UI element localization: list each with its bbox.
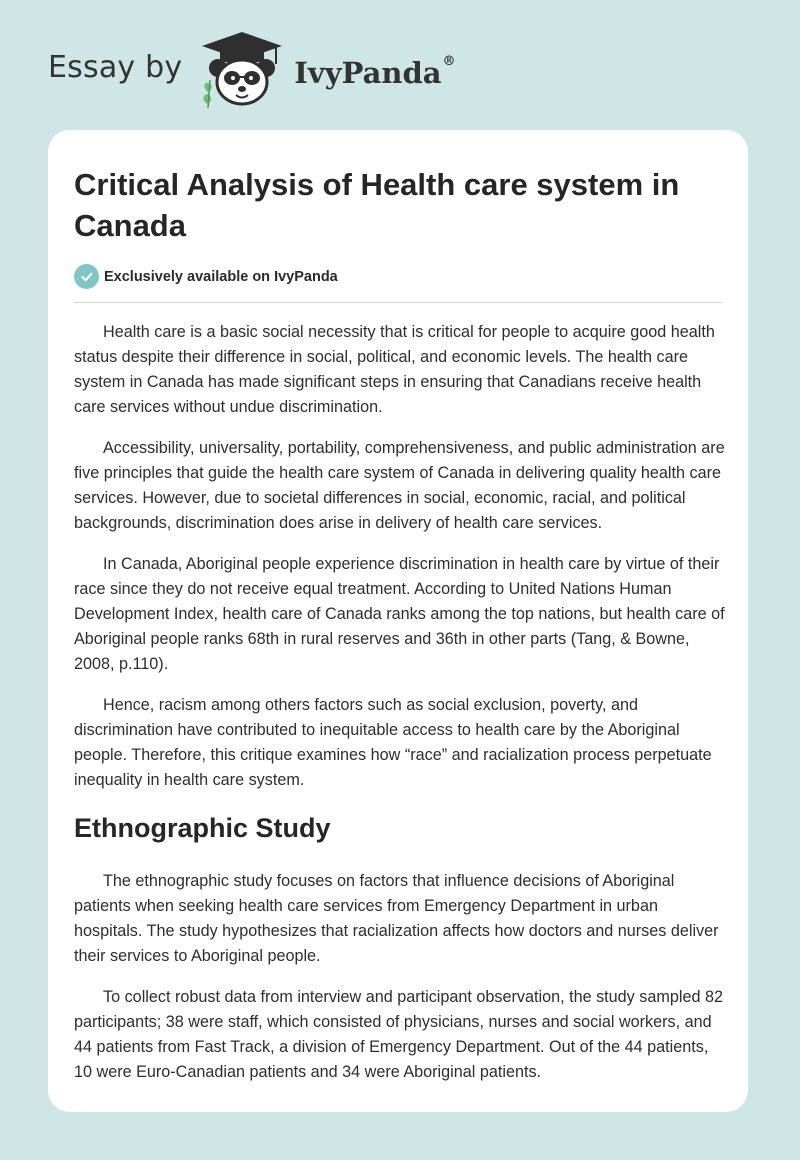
site-header <box>48 30 548 110</box>
exclusive-badge <box>74 264 338 289</box>
divider <box>74 302 722 303</box>
paragraph: In Canada, Aboriginal people experience discrimination in health care by virtue of their race since they do not receive equal treatment. According to United Nations Human Development Index, health care of Canada ranks among the top nations, but health care of Aboriginal people ranks 68th in rural reserves and 36th in other parts (Tang, & Bowne, 2008, p.110). <box>74 555 725 673</box>
panda-logo-icon <box>196 28 288 110</box>
paragraph: To collect robust data from interview and participant observation, the study sampled 82 participants; 38 were staff, which consisted of physicians, nurses and social workers, and 44 patients from Fast Track, a division of Emergency Department. Out of the 44 patients, 10 were Euro-Canadian patients and 34 were Aboriginal patients. <box>74 988 723 1081</box>
essay-card <box>48 130 748 1112</box>
paragraph: Accessibility, universality, portability, comprehensiveness, and public administration are five principles that guide the health care system of Canada in delivering quality health care services. However, due to societal differences in social, economic, racial, and political backgrounds, discrimination does arise in delivery of health care services. <box>74 439 725 532</box>
brand-name: IvyPanda® <box>294 54 456 90</box>
exclusive-badge-label: Exclusively available on IvyPanda <box>104 268 338 285</box>
check-icon <box>74 264 99 289</box>
registered-mark: ® <box>442 54 456 69</box>
page-title: Critical Analysis of Health care system in Canada <box>74 167 680 243</box>
essay-by-label: Essay by <box>48 49 183 85</box>
paragraph: Hence, racism among others factors such as social exclusion, poverty, and discrimination have contributed to inequitable access to health care by the Aboriginal people. Therefore, this critique examines how “race” and racialization process perpetuate inequality in health care system. <box>74 696 712 789</box>
section-heading: Ethnographic Study <box>74 813 331 843</box>
paragraph: Health care is a basic social necessity that is critical for people to acquire good health status despite their difference in social, political, and economic levels. The health care system in Canada has made significant steps in ensuring that Canadians receive health care services without undue discrimination. <box>74 323 715 416</box>
essay-body <box>74 320 726 1101</box>
paragraph: The ethnographic study focuses on factors that influence decisions of Aboriginal patients when seeking health care services from Emergency Department in urban hospitals. The study hypothesizes that racialization affects how doctors and nurses deliver their services to Aboriginal people. <box>74 872 719 965</box>
